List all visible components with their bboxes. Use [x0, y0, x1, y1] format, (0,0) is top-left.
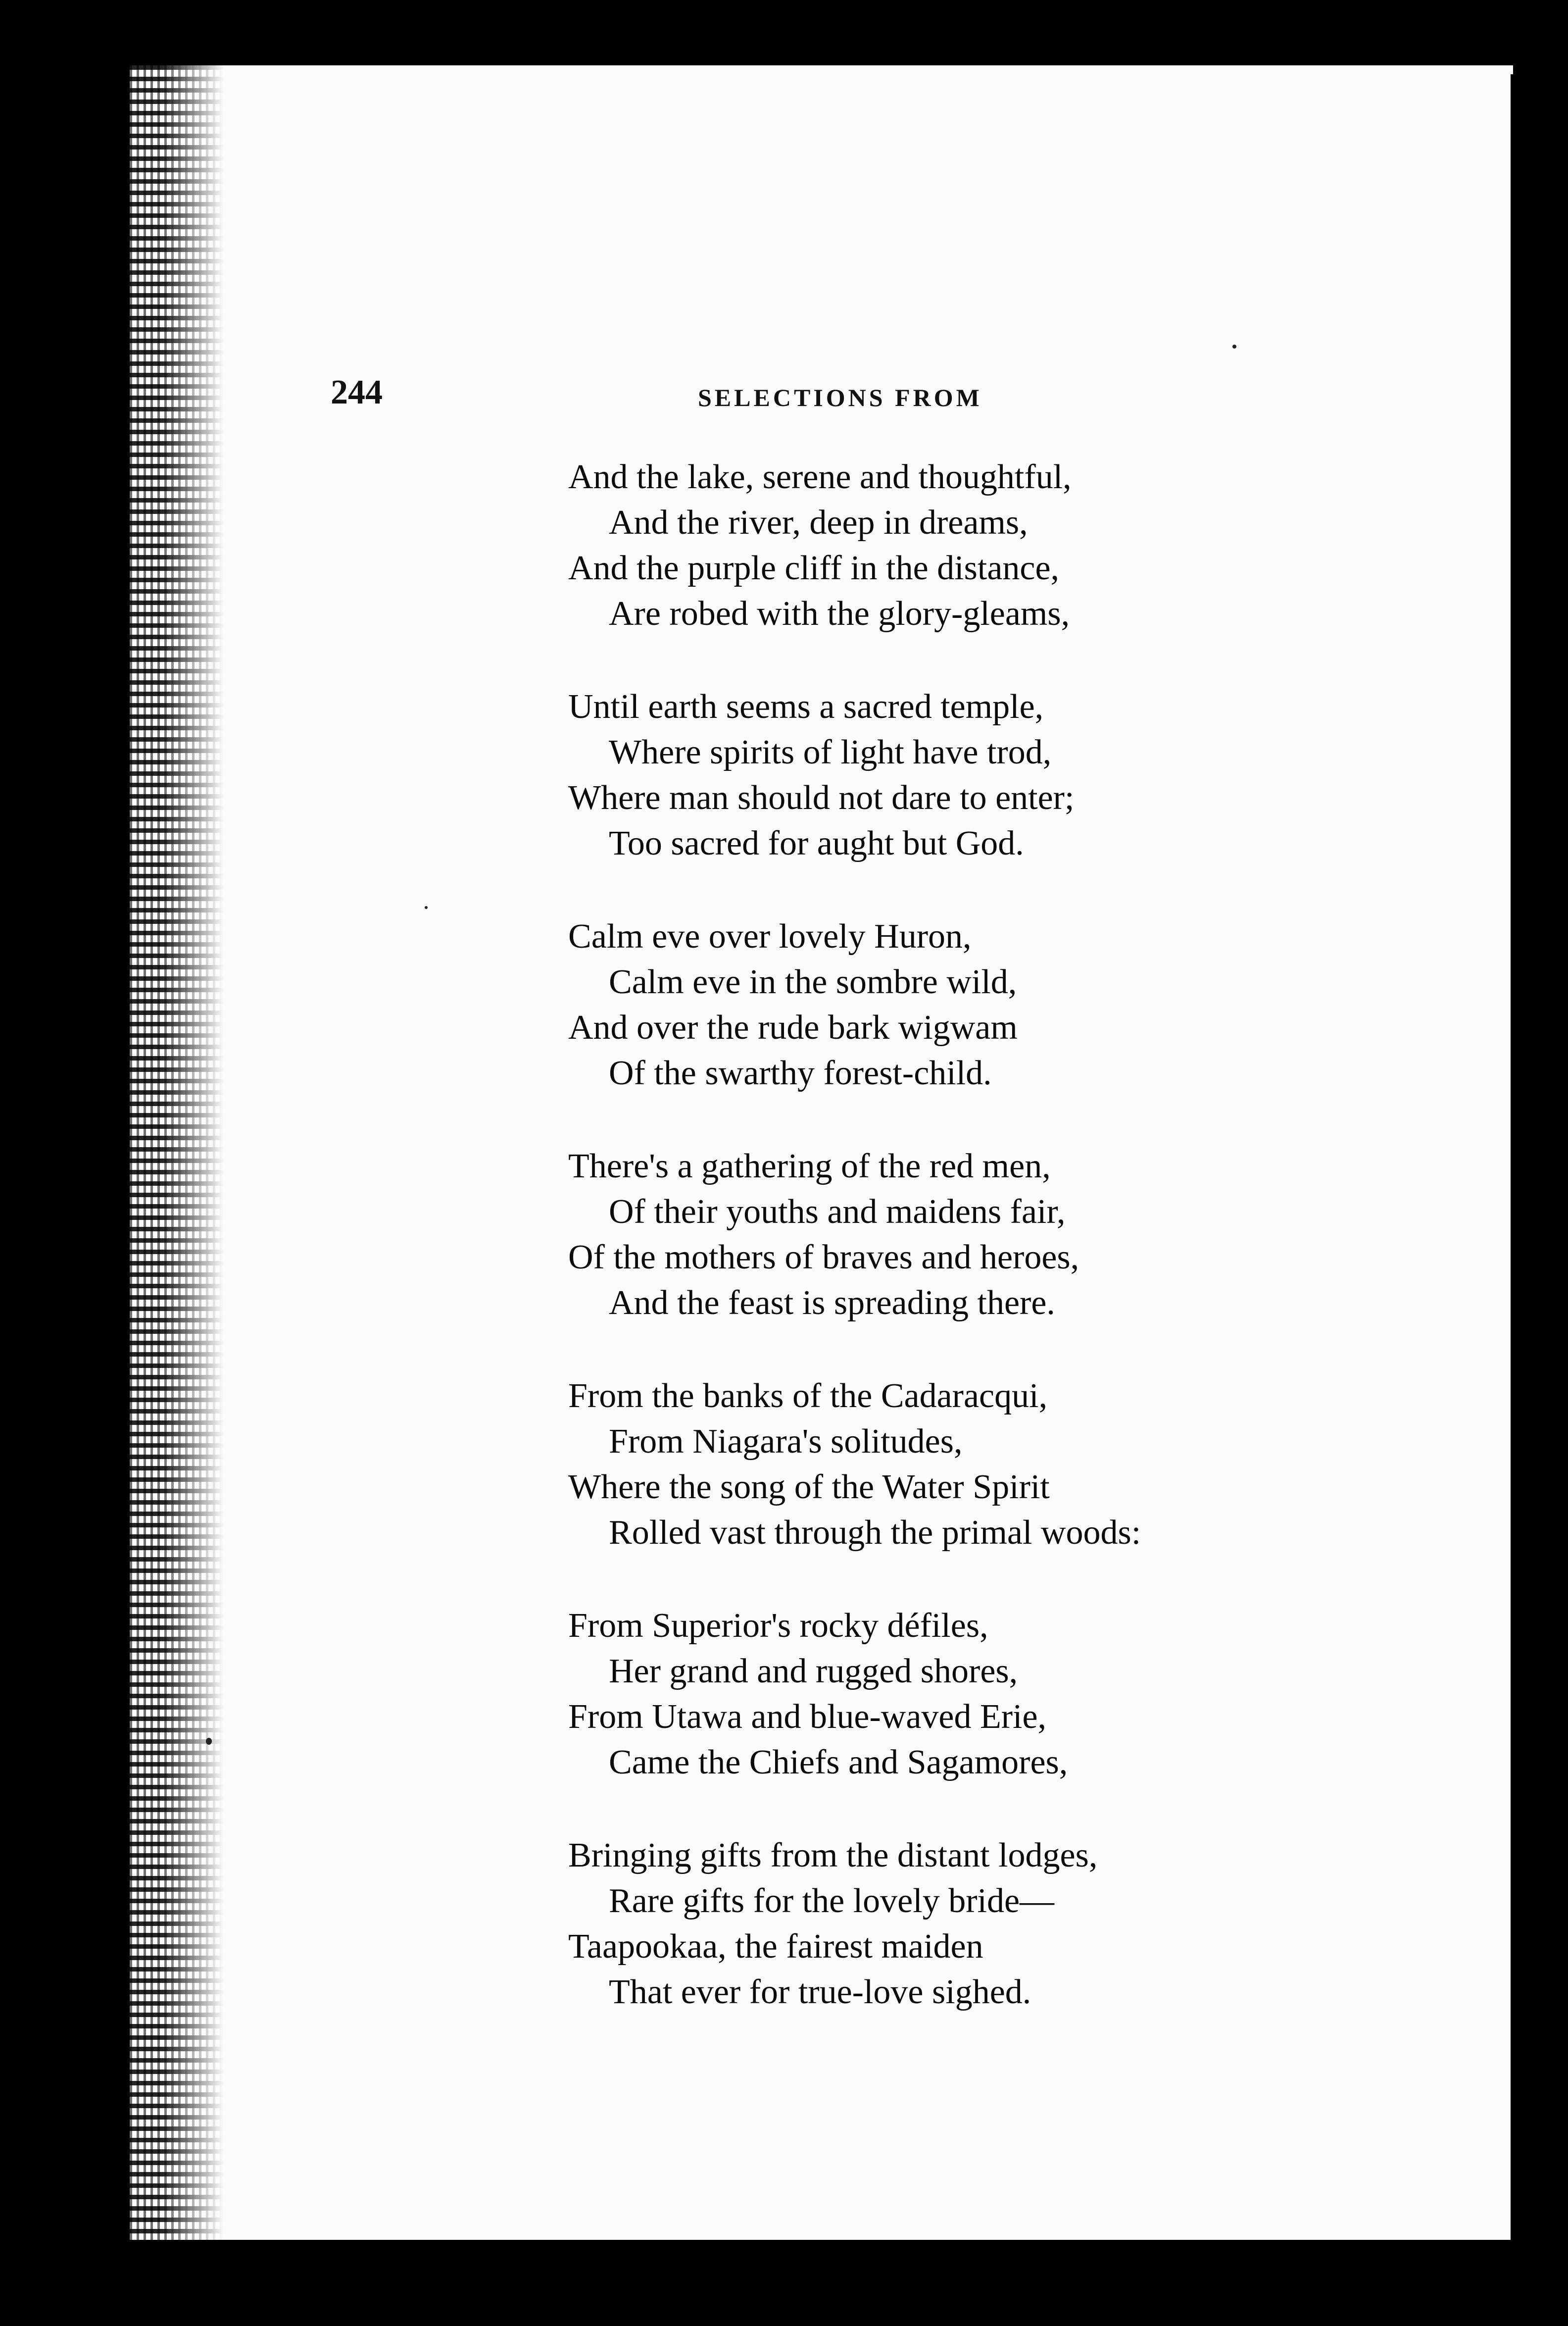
verse-line: Came the Chiefs and Sagamores,	[609, 1743, 1068, 1781]
verse-line: From the banks of the Cadaracqui,	[568, 1377, 1048, 1415]
verse-line: And the river, deep in dreams,	[609, 504, 1028, 542]
verse-line: Until earth seems a sacred temple,	[568, 688, 1044, 726]
verse-line: Where man should not dare to enter;	[568, 779, 1075, 817]
poem-body	[568, 455, 1261, 2063]
scan-speck	[206, 1738, 212, 1745]
verse-line: Calm eve in the sombre wild,	[609, 963, 1017, 1001]
stanza	[568, 1833, 1261, 2015]
verse-line: And the lake, serene and thoughtful,	[568, 458, 1072, 496]
stanza	[568, 1144, 1261, 1326]
verse-line: And the feast is spreading there.	[609, 1284, 1055, 1322]
stanza	[568, 684, 1261, 866]
verse-line: That ever for true-love sighed.	[609, 1973, 1031, 2011]
verse-line: Calm eve over lovely Huron,	[568, 917, 972, 956]
verse-line: Of the mothers of braves and heroes,	[568, 1238, 1079, 1276]
stanza	[568, 455, 1261, 637]
scan-border-right	[1511, 74, 1530, 2243]
verse-line: Where spirits of light have trod,	[609, 733, 1052, 771]
stanza	[568, 914, 1261, 1096]
verse-line: And over the rude bark wigwam	[568, 1009, 1018, 1047]
verse-line: From Utawa and blue-waved Erie,	[568, 1698, 1047, 1736]
verse-line: Bringing gifts from the distant lodges,	[568, 1836, 1098, 1874]
verse-line: And the purple cliff in the distance,	[568, 549, 1060, 587]
verse-line: Rolled vast through the primal woods:	[609, 1514, 1141, 1552]
scan-speck	[1232, 345, 1236, 349]
page-number: 244	[331, 373, 383, 411]
verse-line: Too sacred for aught but God.	[609, 824, 1024, 862]
verse-line: Of their youths and maidens fair,	[609, 1193, 1066, 1231]
stanza	[568, 1603, 1261, 1785]
running-head: SELECTIONS FROM	[698, 384, 982, 411]
verse-line: Her grand and rugged shores,	[609, 1652, 1018, 1690]
verse-line: Of the swarthy forest-child.	[609, 1054, 992, 1092]
verse-line: Taapookaa, the fairest maiden	[568, 1927, 983, 1966]
stanza	[568, 1373, 1261, 1556]
verse-line: Rare gifts for the lovely bride—	[609, 1882, 1055, 1920]
scan-speck	[425, 906, 428, 909]
scan-edge-shadow	[130, 65, 224, 2240]
verse-line: Are robed with the glory-gleams,	[609, 595, 1070, 633]
verse-line: From Niagara's solitudes,	[609, 1422, 963, 1461]
verse-line: There's a gathering of the red men,	[568, 1147, 1051, 1185]
verse-line: Where the song of the Water Spirit	[568, 1468, 1050, 1506]
verse-line: From Superior's rocky défiles,	[568, 1607, 988, 1645]
